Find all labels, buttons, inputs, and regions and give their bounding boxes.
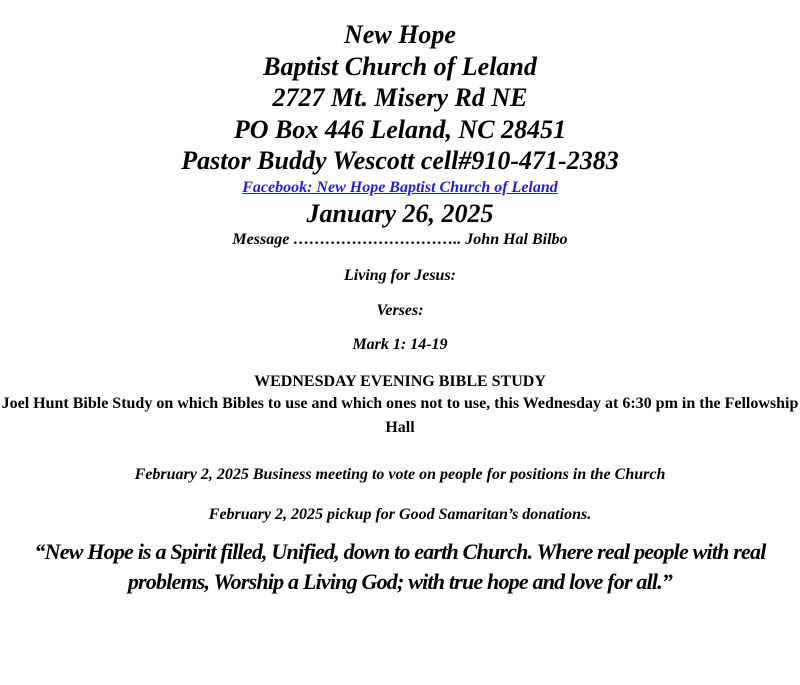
facebook-link-row — [0, 177, 800, 199]
message-line: Message ………………………….. John Hal Bilbo — [232, 230, 568, 248]
wednesday-bible-study-details: Joel Hunt Bible Study on which Bibles to use and which ones not to use, this Wednesday at 6:30 pm in the Fellowship Hall — [1, 394, 799, 436]
church-name-line2: Baptist Church of Leland — [263, 51, 537, 81]
verses-label: Verses: — [376, 301, 424, 319]
pastor-contact: Pastor Buddy Wescott cell#910-471-2383 — [181, 146, 619, 175]
sermon-section — [0, 230, 800, 355]
mailing-address: PO Box 446 Leland, NC 28451 — [233, 114, 567, 144]
wednesday-bible-study-title: WEDNESDAY EVENING BIBLE STUDY — [254, 372, 546, 390]
facebook-link[interactable]: Facebook: New Hope Baptist Church of Leland — [242, 178, 558, 196]
church-header — [0, 19, 800, 229]
scripture-reference: Mark 1: 14-19 — [352, 335, 448, 353]
church-motto-quote: “New Hope is a Spirit filled, Unified, down to earth Church. Where real people with real problems, Worship a Living God; with true hope and love for all.” — [34, 538, 766, 594]
business-meeting-notice: February 2, 2025 Business meeting to vote on people for positions in the Church — [134, 465, 666, 483]
donation-pickup-notice: February 2, 2025 pickup for Good Samaritan’s donations. — [208, 505, 592, 523]
announcements-section — [0, 372, 800, 525]
church-name-line1: New Hope — [344, 20, 456, 49]
sermon-title: Living for Jesus: — [344, 266, 456, 284]
bulletin-page — [0, 19, 800, 597]
bulletin-date: January 26, 2025 — [306, 198, 494, 228]
street-address: 2727 Mt. Misery Rd NE — [272, 83, 528, 112]
